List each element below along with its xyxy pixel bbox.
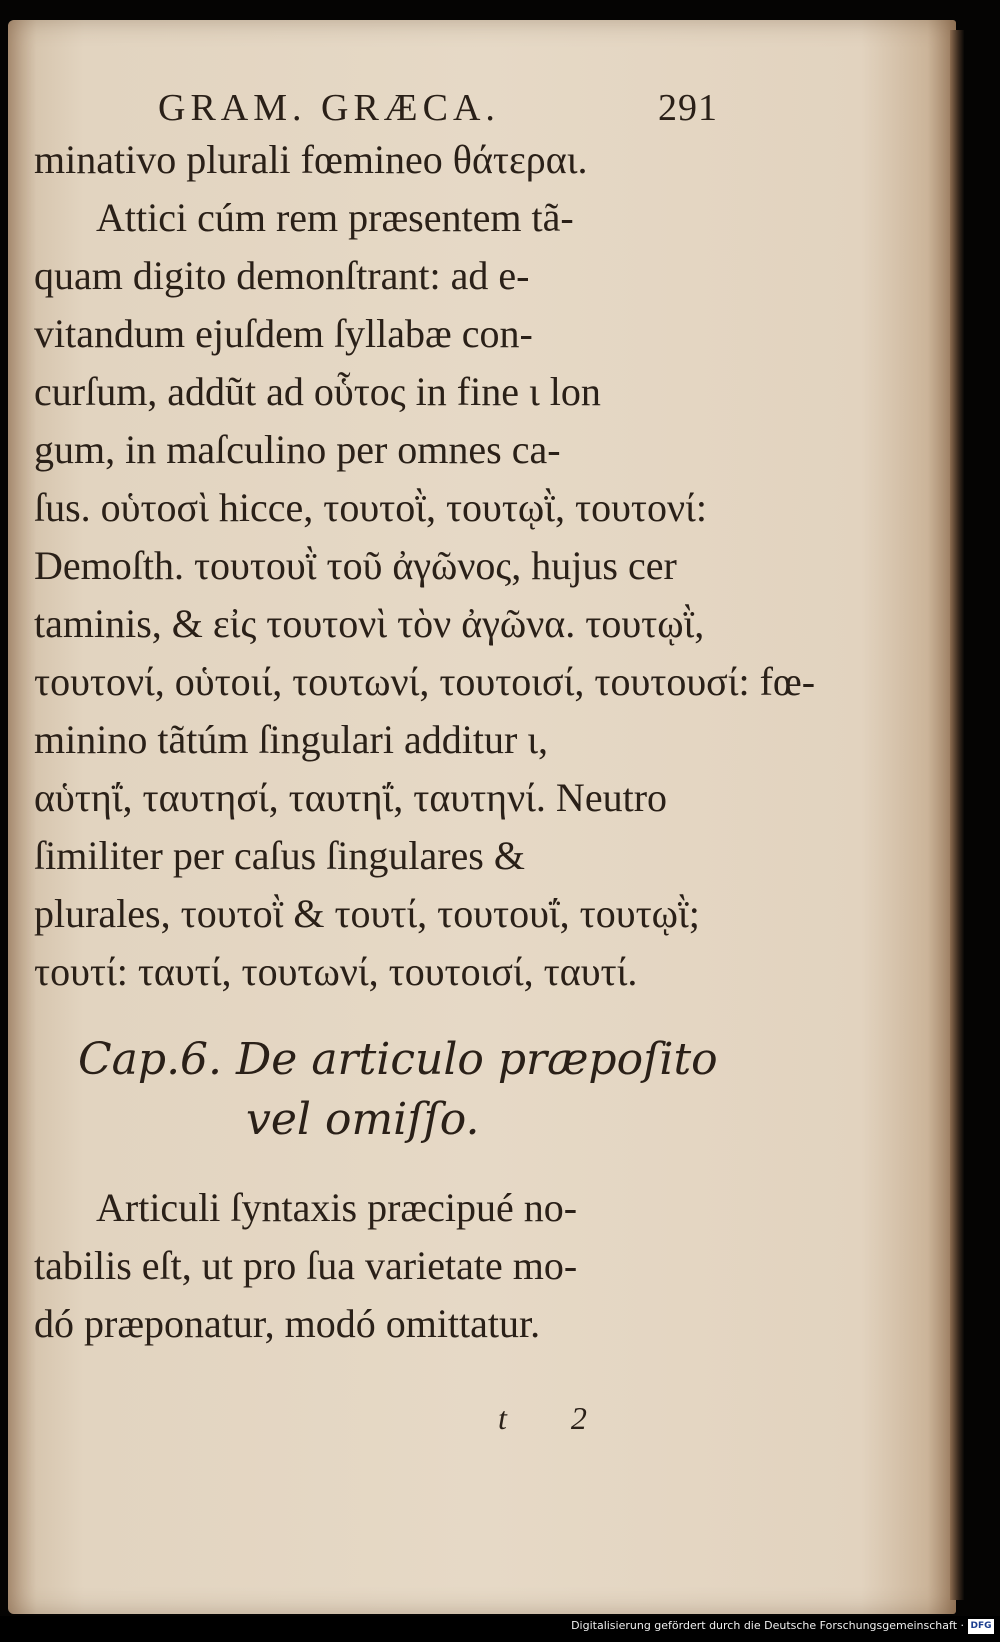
text-line: vitandum ejuſdem ſyllabæ con-: [34, 311, 533, 356]
running-title: GRAM. GRÆCA.: [158, 87, 500, 129]
text-line: ſimiliter per caſus ſingulares &: [34, 833, 525, 878]
page-number: 291: [658, 87, 718, 129]
chapter-heading: Cap.6. De articulo præpoſito: [78, 1034, 718, 1085]
text-line: minativo plurali fœmineo θάτεραι.: [34, 137, 588, 182]
funding-credit: Digitalisierung gefördert durch die Deutsche Forschungsgemeinschaft ·: [571, 1619, 964, 1632]
text-line: plurales, τουτοῒ & τουτί, τουτουΐ, τουτῳῒ;: [34, 891, 700, 936]
text-line: tabilis eſt, ut pro ſua varietate mo-: [34, 1243, 578, 1288]
dfg-logo: DFG: [968, 1619, 994, 1634]
text-line: quam digito demonſtrant: ad e-: [34, 253, 530, 298]
footer-bar: [0, 1616, 1000, 1642]
text-line: Demoſth. τουτουῒ τοῦ ἀγῶνος, hujus cer: [34, 543, 677, 588]
text-line: minino tãtúm ſingulari additur ι,: [34, 717, 549, 762]
text-line: Articuli ſyntaxis præcipué no-: [96, 1185, 578, 1230]
text-line: gum, in maſculino per omnes ca-: [34, 427, 561, 472]
signature-mark: t 2: [498, 1400, 615, 1436]
text-line: Attici cúm rem præsentem tã-: [96, 195, 574, 240]
running-header: [158, 86, 718, 136]
text-line: curſum, addũt ad οὗτος in fine ι lon: [34, 369, 601, 414]
text-line: τουτί: ταυτί, τουτωνί, τουτοισί, ταυτί.: [34, 949, 638, 994]
text-line: ſus. οὑτοσὶ hicce, τουτοῒ, τουτῳῒ, τουτονί:: [34, 485, 707, 530]
text-line: dó præponatur, modó omittatur.: [34, 1301, 541, 1346]
chapter-heading-line2: vel omiſſo.: [246, 1094, 480, 1145]
text-line: τουτονί, οὑτοιί, τουτωνί, τουτοισί, τουτουσί: fœ-: [34, 659, 816, 704]
text-line: αὑτηΐ, ταυτησί, ταυτηΐ, ταυτηνί. Neutro: [34, 775, 668, 820]
text-line: taminis, & εἰς τουτονὶ τὸν ἀγῶνα. τουτῳῒ,: [34, 601, 705, 646]
